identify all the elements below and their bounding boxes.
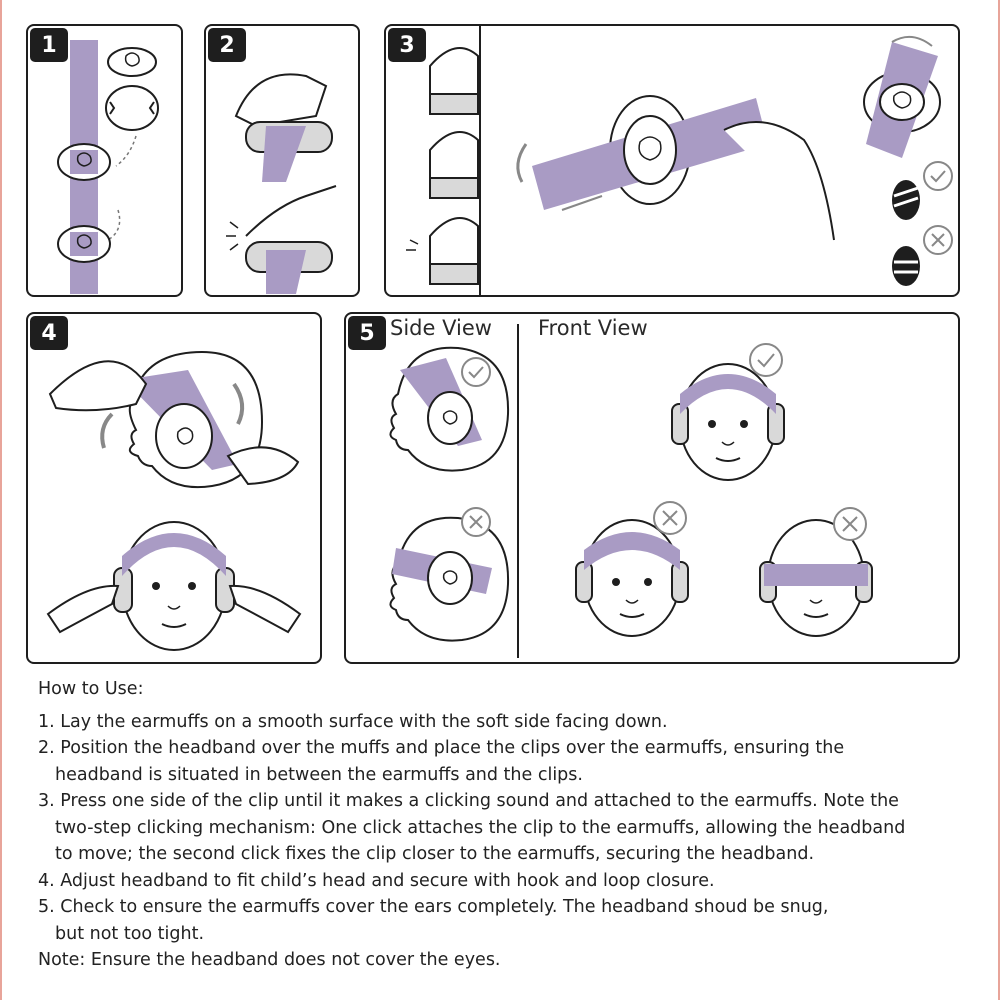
adult-hand-icon bbox=[50, 361, 146, 410]
rotate-arrow-icon bbox=[102, 414, 112, 448]
front-view-correct bbox=[672, 344, 784, 480]
how-to-use-heading: How to Use: bbox=[38, 679, 144, 699]
instruction-step-2 bbox=[38, 735, 978, 788]
step-3-illustration bbox=[386, 26, 960, 297]
instruction-step-1 bbox=[38, 709, 978, 736]
step-1-illustration bbox=[28, 26, 183, 297]
side-view-correct bbox=[390, 348, 508, 471]
child-front-face bbox=[114, 522, 234, 650]
step-line: 4. Adjust headband to fit child’s head and secure with hook and loop closure. bbox=[38, 870, 715, 891]
panel-number-badge: 5 bbox=[348, 316, 386, 350]
step-line: 2. Position the headband over the muffs and place the clips over the earmuffs, ensuring the bbox=[38, 738, 845, 758]
left-frame-edge bbox=[0, 0, 2, 1000]
rotate-arrow-icon bbox=[518, 144, 526, 182]
panel-step-1 bbox=[26, 24, 183, 297]
instruction-step-4 bbox=[38, 868, 978, 895]
instruction-step-3 bbox=[38, 788, 978, 868]
front-view-incorrect-eyes bbox=[760, 508, 872, 636]
step-line-continued: two-step clicking mechanism: One click attaches the clip to the earmuffs, allowing the headband bbox=[55, 817, 906, 838]
panel-step-5 bbox=[344, 312, 960, 664]
panel-number-badge: 4 bbox=[30, 316, 68, 350]
hand-icon bbox=[236, 74, 326, 126]
step-2-illustration bbox=[206, 26, 360, 297]
panel-step-4 bbox=[26, 312, 322, 664]
front-view-label: Front View bbox=[538, 316, 648, 340]
step-4-illustration bbox=[28, 314, 322, 664]
step-5-illustration bbox=[346, 314, 960, 664]
panel-number-badge: 1 bbox=[30, 28, 68, 62]
pointing-hand-icon bbox=[230, 586, 300, 632]
panel-step-2 bbox=[204, 24, 360, 297]
front-view-incorrect-low bbox=[576, 502, 688, 636]
instruction-step-5 bbox=[38, 894, 978, 947]
earmuff-profile-stack bbox=[406, 48, 478, 284]
check-circle-icon bbox=[750, 344, 782, 376]
step-line: 5. Check to ensure the earmuffs cover the ears completely. The headband shoud be snug, bbox=[38, 897, 829, 917]
check-circle-icon bbox=[924, 162, 952, 190]
adult-hand-icon bbox=[228, 447, 298, 484]
instruction-note: Note: Ensure the headband does not cover the eyes. bbox=[38, 950, 501, 970]
pointing-hand-icon bbox=[246, 186, 336, 236]
side-view-incorrect bbox=[390, 508, 508, 641]
panel-step-3 bbox=[384, 24, 960, 297]
panel-number-badge: 2 bbox=[208, 28, 246, 62]
dashed-arrow-icon bbox=[116, 136, 136, 166]
panel-number-badge: 3 bbox=[388, 28, 426, 62]
step-line-continued: to move; the second click fixes the clip closer to the earmuffs, securing the headband. bbox=[55, 844, 815, 864]
clip-top-view bbox=[108, 48, 156, 76]
side-view-label: Side View bbox=[390, 316, 492, 340]
step-line: 3. Press one side of the clip until it makes a clicking sound and attached to the earmuffs. Note the bbox=[38, 791, 899, 811]
sound-lines-icon bbox=[226, 222, 238, 250]
how-to-use-section bbox=[38, 676, 978, 974]
clip-incorrect bbox=[892, 246, 920, 286]
hand-icon bbox=[724, 122, 834, 240]
check-circle-icon bbox=[462, 358, 490, 386]
pointing-hand-icon bbox=[48, 586, 118, 632]
step-line-continued: but not too tight. bbox=[55, 923, 205, 944]
step-line: 1. Lay the earmuffs on a smooth surface with the soft side facing down. bbox=[38, 711, 668, 732]
step-line-continued: headband is situated in between the earmuffs and the clips. bbox=[55, 764, 583, 785]
